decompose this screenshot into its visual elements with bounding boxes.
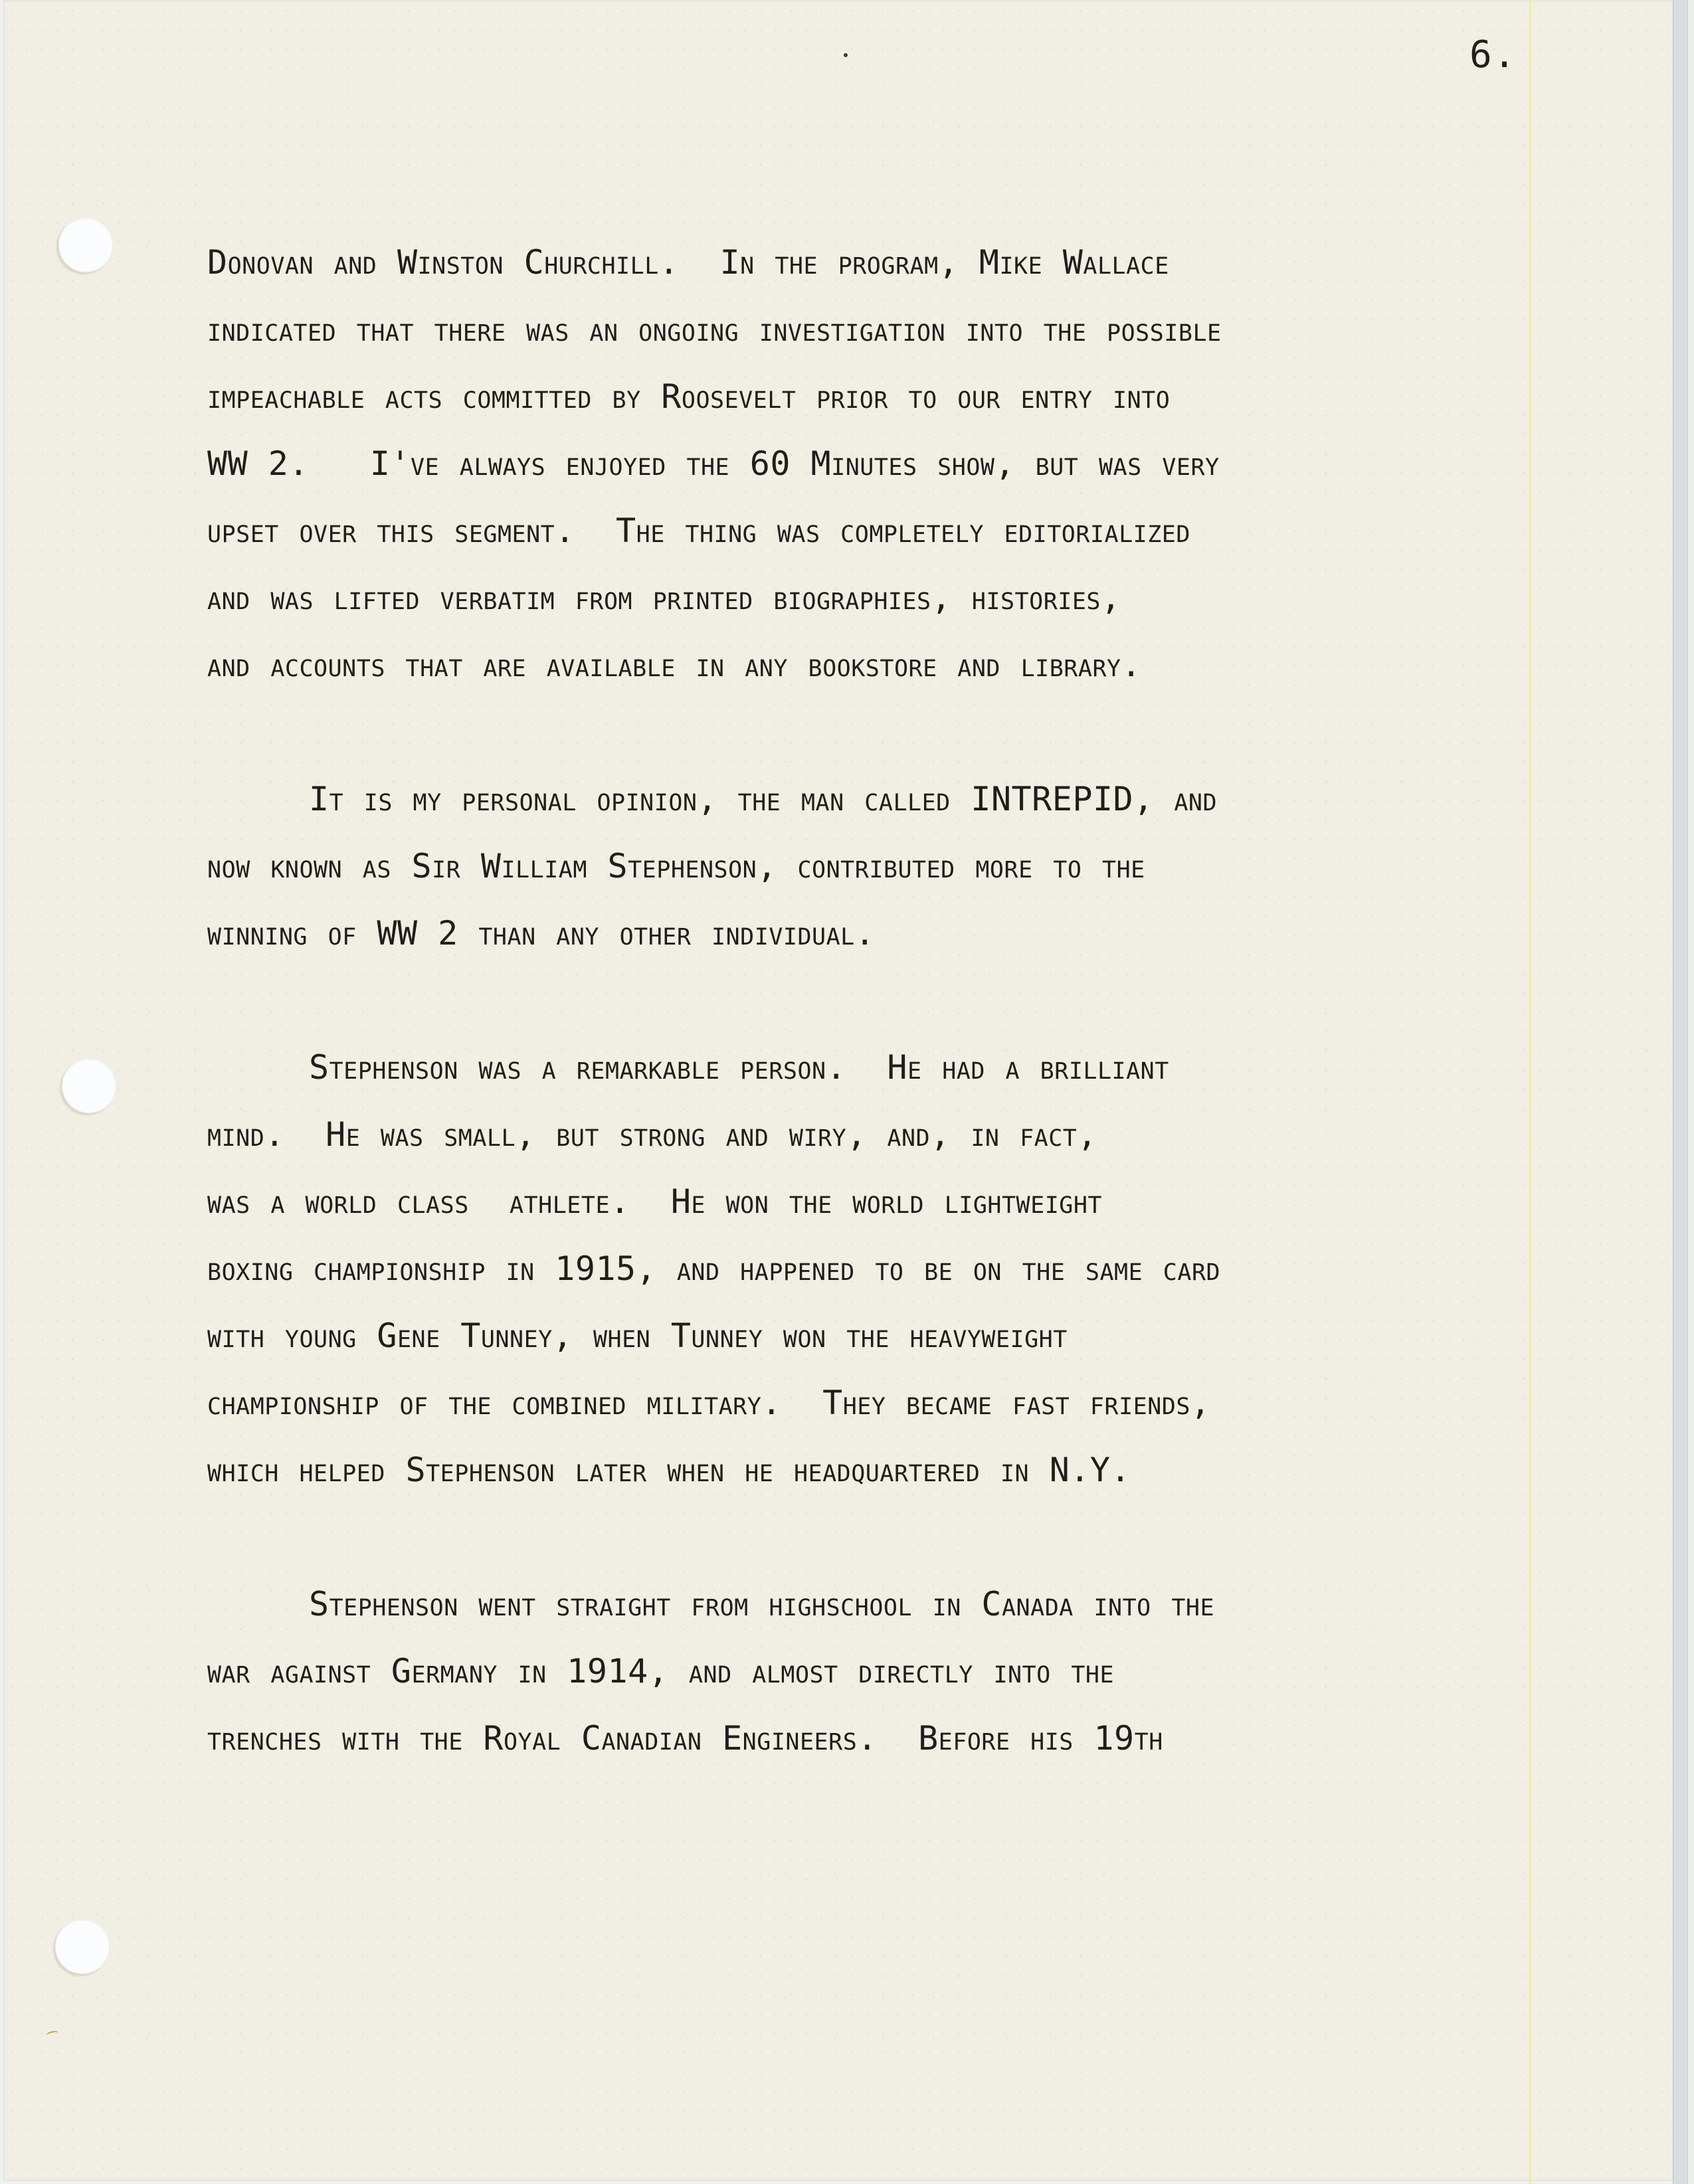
text-line: and was lifted verbatim from printed biographies, histories, xyxy=(207,579,1121,617)
text-line: which helped Stephenson later when he headquartered in N.Y. xyxy=(207,1451,1131,1489)
scanner-edge-strip-outer xyxy=(1687,0,1694,2184)
text-line: indicated that there was an ongoing investigation into the possible xyxy=(207,310,1222,349)
scanner-edge-strip xyxy=(1673,0,1688,2184)
text-line: boxing championship in 1915, and happened to be on the same card xyxy=(207,1249,1221,1288)
punch-hole-icon xyxy=(62,1059,116,1113)
paragraph-2 xyxy=(207,766,1602,967)
page-number: 6. xyxy=(1469,33,1517,76)
text-line: with young Gene Tunney, when Tunney won the heavyweight xyxy=(207,1317,1068,1355)
paragraph-1 xyxy=(207,229,1602,699)
text-line: WW 2. I've always enjoyed the 60 Minutes show, but was very xyxy=(207,444,1220,483)
text-line: now known as Sir William Stephenson, contributed more to the xyxy=(207,847,1145,885)
text-line: mind. He was small, but strong and wiry, and, in fact, xyxy=(207,1115,1097,1154)
text-line: Stephenson went straight from highschool in Canada into the xyxy=(207,1585,1215,1623)
text-line: war against Germany in 1914, and almost directly into the xyxy=(207,1652,1115,1690)
text-line: Donovan and Winston Churchill. In the program, Mike Wallace xyxy=(207,243,1169,282)
text-line: upset over this segment. The thing was completely editorialized xyxy=(207,511,1190,550)
paragraph-4 xyxy=(207,1571,1602,1772)
document-body xyxy=(207,229,1602,1772)
text-line: It is my personal opinion, the man called INTREPID, and xyxy=(207,780,1218,818)
text-line: championship of the combined military. They became fast friends, xyxy=(207,1384,1211,1422)
punch-hole-icon xyxy=(58,218,113,272)
ink-speck xyxy=(844,53,848,57)
paragraph-3 xyxy=(207,1034,1602,1504)
text-line: trenches with the Royal Canadian Engineers. Before his 19th xyxy=(207,1719,1163,1758)
text-line: winning of WW 2 than any other individual. xyxy=(207,914,876,953)
text-line: impeachable acts committed by Roosevelt prior to our entry into xyxy=(207,377,1171,416)
text-line: was a world class athlete. He won the world lightweight xyxy=(207,1182,1102,1221)
text-line: and accounts that are available in any bookstore and library. xyxy=(207,646,1142,684)
text-line: Stephenson was a remarkable person. He had a brilliant xyxy=(207,1048,1169,1087)
punch-hole-icon xyxy=(55,1920,110,1974)
